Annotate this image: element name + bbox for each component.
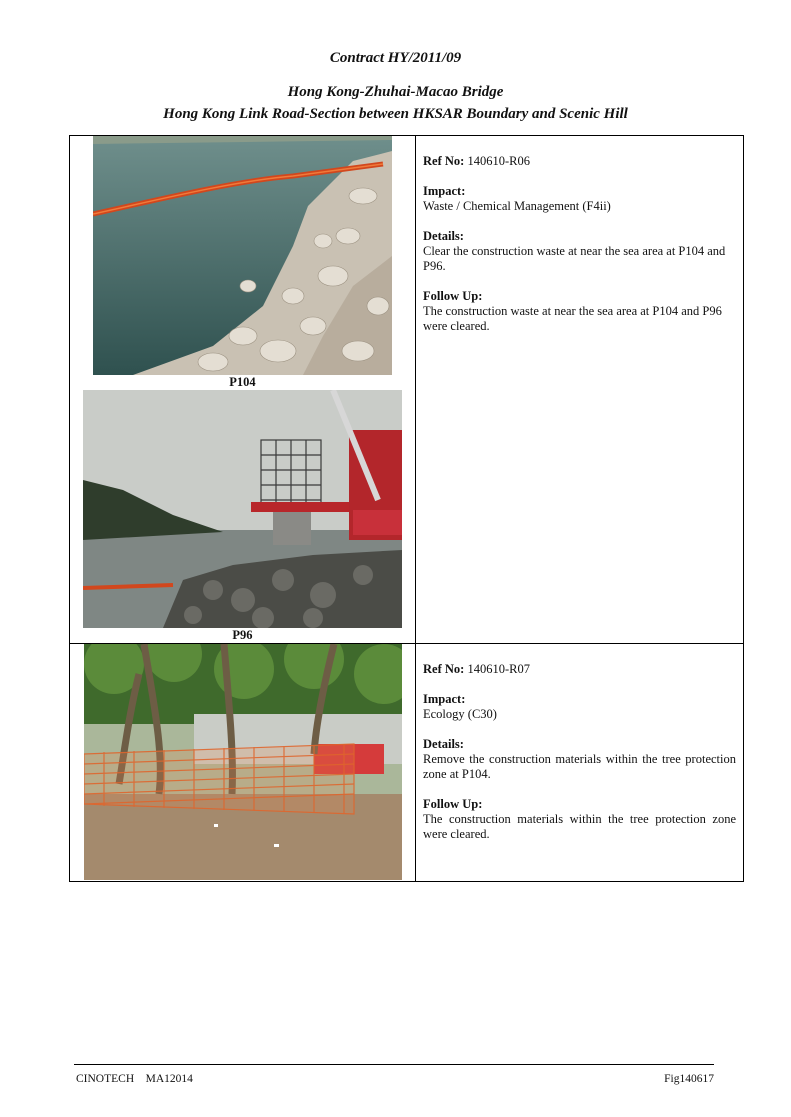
photo-caption-p104: P104 [229, 375, 256, 389]
contract-title: Contract HY/2011/09 [329, 50, 462, 66]
impact [423, 184, 736, 214]
followup-label: Follow Up: [423, 289, 483, 303]
photo-caption-p96: P96 [232, 628, 253, 642]
footer-left: CINOTECH MA12014 [76, 1073, 193, 1085]
table-row [70, 136, 744, 644]
followup-value: The construction materials within the tree protection zone were cleared. [423, 812, 736, 841]
details [423, 737, 736, 782]
details-label: Details: [423, 737, 464, 751]
photo-p104 [93, 136, 392, 375]
ref-label: Ref No: [423, 154, 465, 168]
follow-up [423, 797, 736, 842]
info-cell [416, 644, 744, 882]
ref-value: 140610-R07 [467, 662, 530, 676]
ref-no [423, 662, 736, 677]
impact-value: Ecology (C30) [423, 707, 497, 721]
section-title: Hong Kong Link Road-Section between HKSAR Boundary and Scenic Hill [163, 106, 628, 122]
project-title: Hong Kong-Zhuhai-Macao Bridge [287, 84, 504, 100]
photo-cell [70, 136, 416, 644]
tree-protection-zone-photo [84, 644, 402, 880]
info-cell [416, 136, 744, 644]
followup-value: The construction waste at near the sea area at P104 and P96 were cleared. [423, 304, 722, 333]
observation-table [69, 135, 744, 882]
photo-tree-zone [84, 644, 402, 880]
details-value: Remove the construction materials within the tree protection zone at P104. [423, 752, 736, 781]
followup-label: Follow Up: [423, 797, 483, 811]
ref-label: Ref No: [423, 662, 465, 676]
details-label: Details: [423, 229, 464, 243]
impact-label: Impact: [423, 184, 466, 198]
photo-cell [70, 644, 416, 882]
details-value: Clear the construction waste at near the sea area at P104 and P96. [423, 244, 726, 273]
pier-construction-photo-p96 [83, 390, 402, 628]
shoreline-photo-p104 [93, 136, 392, 375]
ref-no [423, 154, 736, 169]
footer-right: Fig140617 [664, 1073, 714, 1085]
impact [423, 692, 736, 722]
details [423, 229, 736, 274]
impact-label: Impact: [423, 692, 466, 706]
impact-value: Waste / Chemical Management (F4ii) [423, 199, 611, 213]
follow-up [423, 289, 736, 334]
photo-p96 [83, 390, 402, 628]
footer-divider [74, 1064, 714, 1065]
ref-value: 140610-R06 [467, 154, 530, 168]
table-row [70, 644, 744, 882]
